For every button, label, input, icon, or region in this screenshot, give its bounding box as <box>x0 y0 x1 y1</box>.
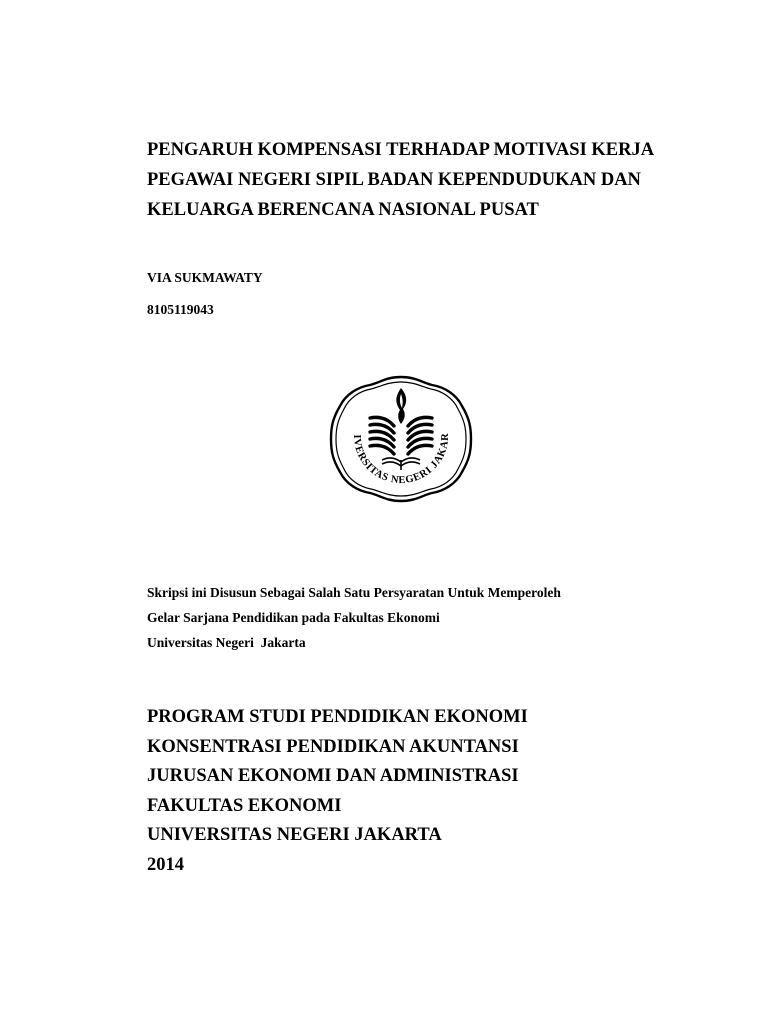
student-id: 8105119043 <box>147 302 214 317</box>
institution-line: PROGRAM STUDI PENDIDIKAN EKONOMI <box>147 707 528 727</box>
university-seal-icon <box>328 374 474 504</box>
statement-line: Gelar Sarjana Pendidikan pada Fakultas Ekonomi <box>147 610 440 625</box>
title-line: PEGAWAI NEGERI SIPIL BADAN KEPENDUDUKAN DAN <box>147 170 641 190</box>
title-line: KELUARGA BERENCANA NASIONAL PUSAT <box>147 200 539 220</box>
thesis-statement <box>147 580 707 655</box>
title-line: PENGARUH KOMPENSASI TERHADAP MOTIVASI KERJA <box>147 140 655 160</box>
author-name: VIA SUKMAWATY <box>147 270 263 285</box>
seal-text: IVERSITAS NEGERI JAKAR <box>350 432 452 487</box>
institution-line: FAKULTAS EKONOMI <box>147 795 342 816</box>
institution-block <box>147 703 707 880</box>
thesis-title <box>147 135 707 225</box>
statement-line: Universitas Negeri Jakarta <box>147 635 306 650</box>
institution-line: KONSENTRASI PENDIDIKAN AKUNTANSI <box>147 736 519 757</box>
statement-line: Skripsi ini Disusun Sebagai Salah Satu Persyaratan Untuk Memperoleh <box>147 585 561 600</box>
institution-line: UNIVERSITAS NEGERI JAKARTA <box>147 825 442 845</box>
year: 2014 <box>147 854 184 875</box>
institution-line: JURUSAN EKONOMI DAN ADMINISTRASI <box>147 766 519 786</box>
